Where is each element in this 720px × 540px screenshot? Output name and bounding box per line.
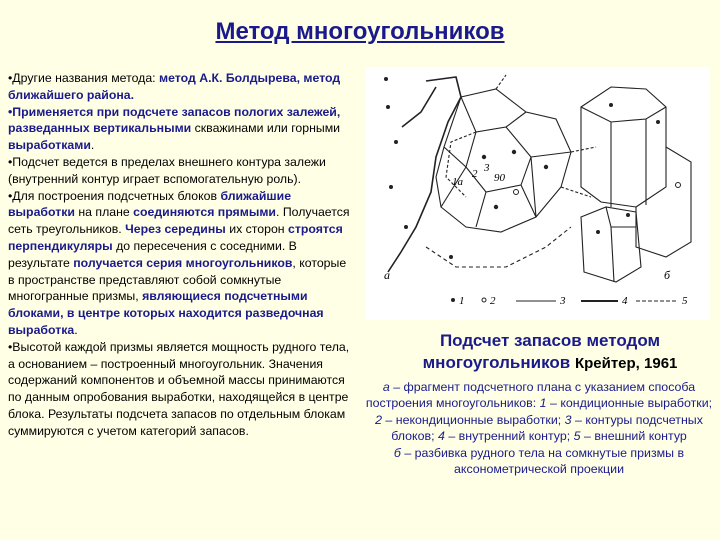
caption-author: Крейтер, 1961 <box>574 355 678 372</box>
legend-5: 5 <box>682 295 688 307</box>
figure-drawing <box>366 67 710 320</box>
caption-title: Подсчет запасов методом многоугольников Крейтер, 1961 <box>422 331 678 372</box>
figure-label-b: б <box>664 268 671 282</box>
paragraph-contour: •Подсчет ведется в пределах внешнего контура залежи (внутренний контур играет вспомогательную роль). <box>8 154 326 186</box>
block-label-3: 3 <box>484 162 490 174</box>
polygon-network <box>436 89 571 232</box>
paragraph-prism-height: •Высотой каждой призмы является мощность рудного тела, а основанием – построенный многоугольник. Значения содержаний компонентов и объемной массы принимаются по данным опробования выработки, находящейся в центре блока. Результаты подсчета запасов по отдельным блокам суммируются с учетом категорий запасов. <box>8 339 350 438</box>
paragraph-application: •Применяется при подсчете запасов пологих залежей, разведанных вертикальными скважинами или горными выработками. <box>8 104 341 153</box>
left-text-column <box>8 70 356 440</box>
legend-3: 3 <box>560 295 566 307</box>
legend-4: 4 <box>622 295 628 307</box>
block-label-4: 90 <box>494 172 505 184</box>
block-label-1: 1а <box>452 176 463 188</box>
prism-block-3 <box>581 207 641 282</box>
triangle-lines <box>446 75 596 197</box>
figure-label-a: а <box>384 268 390 282</box>
block-label-2: 2 <box>472 168 478 180</box>
outer-contour-line-2 <box>402 87 436 127</box>
legend-2: 2 <box>490 295 496 307</box>
paragraph-other-names: •Другие названия метода: метод А.К. Болдырева, метод ближайшего района. <box>8 71 341 102</box>
prism-block-1-edges <box>581 107 666 207</box>
prism-block-1 <box>581 87 666 207</box>
slide-title: Метод многоугольников <box>215 18 505 45</box>
paragraph-construction: •Для построения подсчетных блоков ближайшие выработки на плане соединяются прямыми. Получается сеть треугольников. Через середины их сторон строятся перпендикуляры до пересечения с соседними. В результате получается серия многоугольников, которые в пространстве представляют собой сомкнутые многогранные призмы, являющиеся подсчетными блоками, в центре которых находится разведочная выработка. <box>8 188 350 337</box>
legend-1: 1 <box>459 295 465 307</box>
caption-text: а – фрагмент подсчетного плана с указанием способа построения многоугольников: 1 – кондиционные выработки; 2 – некондиционные выработки; 3 – контуры подсчетных блоков; 4 – внутренний контур; 5 – внешний контур б – разбивка рудного тела на сомкнутые призмы в аксонометрической проекции <box>365 380 713 477</box>
polygon-method-figure <box>366 67 710 320</box>
inner-contour-line <box>426 227 571 267</box>
polygon-edges <box>441 97 571 227</box>
